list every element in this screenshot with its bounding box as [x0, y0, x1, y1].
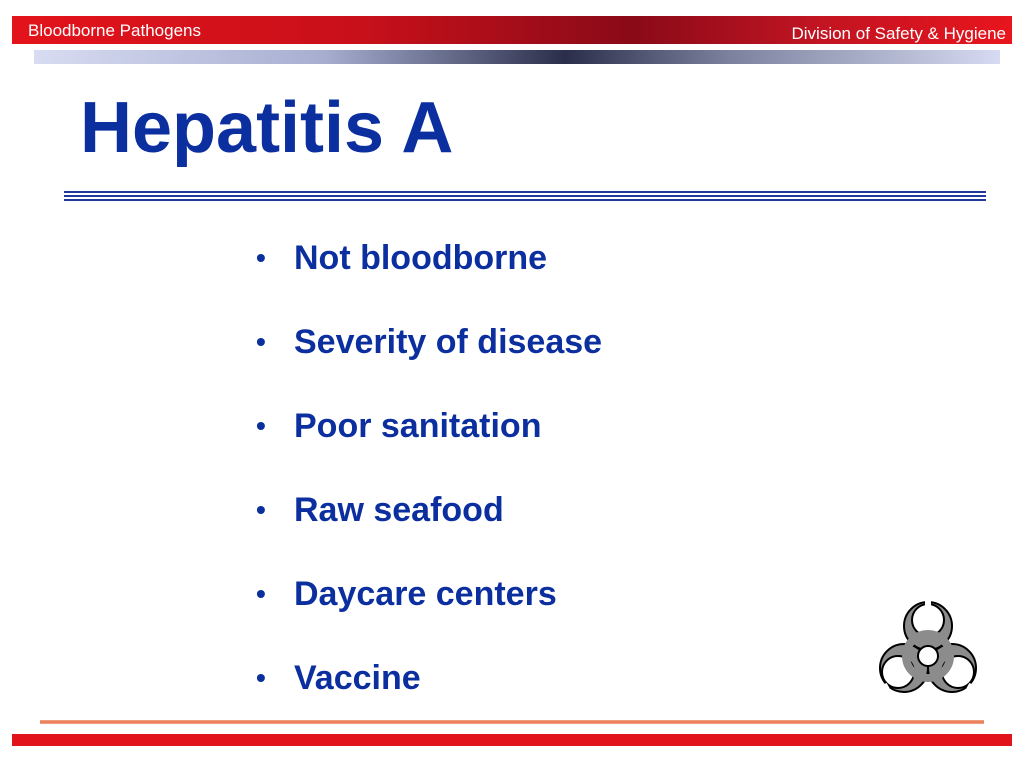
bullet-text: Poor sanitation: [294, 407, 542, 445]
bullet-marker: •: [256, 326, 266, 357]
bullet-text: Not bloodborne: [294, 239, 548, 277]
bullet-item: [256, 488, 602, 572]
slide-title: Hepatitis A: [80, 88, 454, 168]
bullet-text: Daycare centers: [294, 575, 557, 613]
header-banner: [12, 16, 1012, 44]
bullet-marker: •: [256, 242, 266, 273]
bullet-item: [256, 656, 602, 740]
footer-bar: [12, 734, 1012, 746]
bullet-item: [256, 404, 602, 488]
bullet-marker: •: [256, 410, 266, 441]
bullet-text: Vaccine: [294, 659, 421, 697]
title-divider: [64, 191, 986, 201]
bullet-text: Raw seafood: [294, 491, 504, 529]
bullet-item: [256, 572, 602, 656]
bullet-text: Severity of disease: [294, 323, 603, 361]
header-division-name: Division of Safety & Hygiene: [791, 24, 1006, 43]
header-course-title: Bloodborne Pathogens: [28, 21, 201, 40]
biohazard-icon: [873, 596, 983, 706]
bullet-item: [256, 236, 602, 320]
bullet-marker: •: [256, 662, 266, 693]
bullet-marker: •: [256, 578, 266, 609]
bullet-list: [256, 236, 602, 740]
bullet-marker: •: [256, 494, 266, 525]
footer-divider: [40, 720, 984, 724]
bullet-item: [256, 320, 602, 404]
header-gradient-bar: [34, 50, 1000, 64]
